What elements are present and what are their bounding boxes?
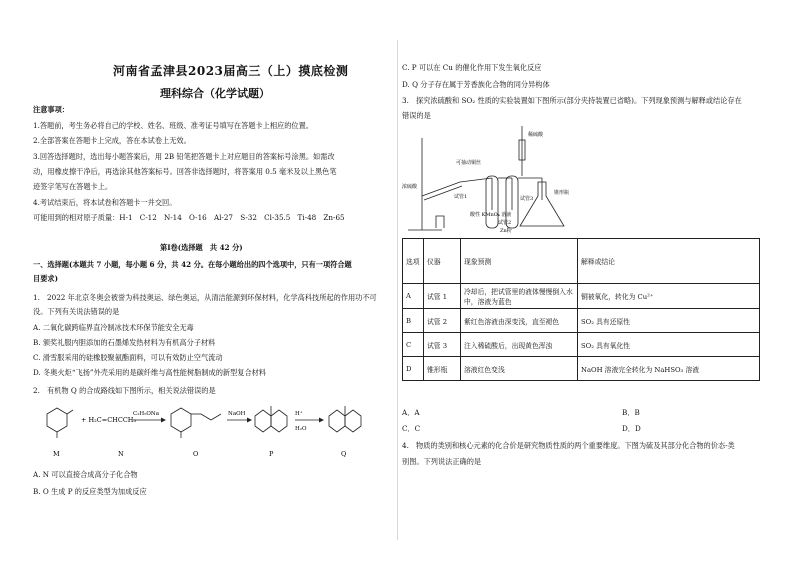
table-header: 解释或结论 — [578, 239, 760, 284]
notice-line: 3.回答选择题时，选出每小题答案后，用 2B 铅笔把答题卡上对应题目的答案标号涂黑。如需改 — [33, 152, 335, 161]
q3-answer-c: C．C — [402, 424, 421, 433]
table-row — [403, 309, 760, 333]
q3-stem: 3. 探究浓硫酸和 SO₂ 性质的实验装置如下图所示(部分夹持装置已省略)。下列现象预测与解释或结论存在 — [402, 96, 742, 105]
molecule-m — [47, 408, 73, 438]
tube1-label: 试管1 — [454, 194, 468, 200]
table-cell: SO₂ 具有氧化性 — [578, 333, 760, 357]
notice-line: 动，用橡皮擦干净后，再选涂其他答案标号。回答非选择题时，将答案用 0.5 毫米及以上黑色笔 — [33, 167, 337, 176]
q1-stem: 1. 2022 年北京冬奥会被誉为科技奥运、绿色奥运，从清洁能源到环保材料，化学高科技所起的作用功不可 — [33, 293, 377, 302]
table-cell: 试管 2 — [424, 309, 461, 333]
table-cell: 溶液红色变浅 — [461, 357, 578, 381]
reagent-label: NaOH — [228, 411, 246, 417]
zn-label: Zn粉 — [500, 228, 512, 234]
notice-line: 迹签字笔写在答题卡上。 — [33, 182, 113, 191]
table-cell: 铜被氧化，转化为 Cu²⁺ — [578, 284, 760, 309]
arrow-3-head — [319, 418, 324, 423]
q2-option-b: B. O 生成 P 的反应类型为加成反应 — [33, 487, 147, 496]
notice-line: 4.考试结束后，将本试卷和答题卡一并交回。 — [33, 198, 177, 207]
notice-heading: 注意事项： — [33, 105, 69, 114]
table-cell: 冷却后，把试管里的液体慢慢倒入水中，溶液为蓝色 — [461, 284, 578, 309]
table-cell: 锥形瓶 — [424, 357, 461, 381]
arrow-2-head — [247, 418, 252, 423]
q2-option-a: A. N 可以直接合成高分子化合物 — [33, 470, 138, 479]
q3-stem: 错误的是 — [402, 111, 431, 120]
table-cell: 试管 1 — [424, 284, 461, 309]
q2-option-c: C. P 可以在 Cu 的催化作用下发生氧化反应 — [402, 63, 542, 72]
tube3-label: 试管3 — [520, 196, 534, 202]
exam-title: 河南省孟津县2023届高三（上）摸底检测 — [113, 64, 349, 78]
reagent-label: H⁺ — [295, 411, 303, 417]
table-header: 选项 — [403, 239, 424, 284]
q3-answer-a: A．A — [402, 408, 420, 417]
table-cell: 试管 3 — [424, 333, 461, 357]
notice-line: 1.答题前，考生务必将自己的学校、姓名、班级、准考证号填写在答题卡上相应的位置。 — [33, 121, 313, 130]
table-row — [403, 284, 760, 309]
q1-option-a: A. 二氧化碳跨临界直冷制冰技术环保节能安全无毒 — [33, 323, 194, 332]
acid-label: 浓硫酸 — [402, 184, 418, 190]
column-divider — [397, 40, 398, 540]
reagent-n: + H₂C=CHCCH₃ — [81, 416, 137, 424]
apparatus-diagram — [402, 120, 582, 235]
exam-subtitle: 理科综合（化学试题） — [160, 87, 270, 100]
q1-option-c: C. 滑雪服采用的硅橡胶聚氨酯面料，可以有效防止空气流动 — [33, 353, 223, 362]
q3-answer-d: D．D — [622, 424, 641, 433]
molecule-q — [329, 406, 361, 432]
q1-option-b: B. 颁奖礼服内胆添加的石墨烯发热材料为有机高分子材料 — [33, 338, 216, 347]
q4-stem: 别图。下列说法正确的是 — [402, 457, 482, 466]
notice-line: 2.全部答案在答题卡上完成，答在本试卷上无效。 — [33, 136, 191, 145]
q2-option-d: D. Q 分子存在属于芳香族化合物的同分异构体 — [402, 80, 550, 89]
section-intro: 一、选择题(本题共 7 小题，每小题 6 分，共 42 分。在每小题给出的四个选项中，只有一项符合题 — [33, 260, 352, 269]
q4-stem: 4. 物质的类别和核心元素的化合价是研究物质性质的两个重要维度。下图为硫及其部分化合物的价态-类 — [402, 441, 735, 450]
section-intro: 目要求) — [33, 274, 58, 283]
label-q: Q — [341, 450, 347, 458]
table-header-row — [403, 239, 760, 284]
table-header: 现象预测 — [461, 239, 578, 284]
label-m: M — [53, 450, 60, 458]
dropper-label: 稀硫酸 — [528, 132, 544, 138]
table-cell: A — [403, 284, 424, 309]
label-o: O — [193, 450, 199, 458]
synthesis-route-diagram — [33, 400, 393, 460]
molecule-p — [255, 406, 287, 432]
label-n: N — [118, 450, 124, 458]
table-cell: NaOH 溶液完全转化为 NaHSO₃ 溶液 — [578, 357, 760, 381]
table-row — [403, 357, 760, 381]
q2-stem: 2. 有机物 Q 的合成路线如下图所示，相关说法错误的是 — [33, 386, 216, 395]
kmno4-label: 酸性 KMnO₄ 溶液 — [470, 212, 512, 218]
arrow-1-head — [161, 418, 166, 423]
q3-options-table — [402, 238, 760, 381]
table-cell: 注入稀硫酸后，出现黄色浑浊 — [461, 333, 578, 357]
table-header: 仪器 — [424, 239, 461, 284]
table-cell: C — [403, 333, 424, 357]
q1-option-d: D. 冬奥火炬“飞扬”外壳采用的是碳纤维与高性能树脂制成的新型复合材料 — [33, 368, 267, 377]
reagent-label: H₂O — [295, 426, 307, 432]
alcohol-burner — [436, 216, 444, 228]
table-cell: 紫红色溶液由深变浅，直至褪色 — [461, 309, 578, 333]
atomic-mass-line: 可能用到的相对原子质量：H-1 C-12 N-14 O-16 Al-27 S-32 Cl-35.5 Ti-48 Zn-65 — [33, 213, 345, 222]
tube2-label: 试管2 — [498, 220, 512, 226]
table-cell: D — [403, 357, 424, 381]
label-p: P — [269, 450, 274, 458]
table-cell: SO₂ 具有还原性 — [578, 309, 760, 333]
molecule-o — [171, 408, 221, 438]
table-cell: B — [403, 309, 424, 333]
cu-wire-label: 可抽动铜丝 — [456, 160, 482, 166]
reagent-label: C₂H₅ONa — [133, 411, 160, 417]
q1-stem: 没。下列有关说法错误的是 — [33, 307, 120, 316]
flask-label: 锥形瓶 — [554, 190, 570, 196]
section-title: 第Ⅰ卷(选择题 共 42 分) — [160, 243, 243, 252]
q3-answer-b: B．B — [622, 408, 640, 417]
table-row — [403, 333, 760, 357]
